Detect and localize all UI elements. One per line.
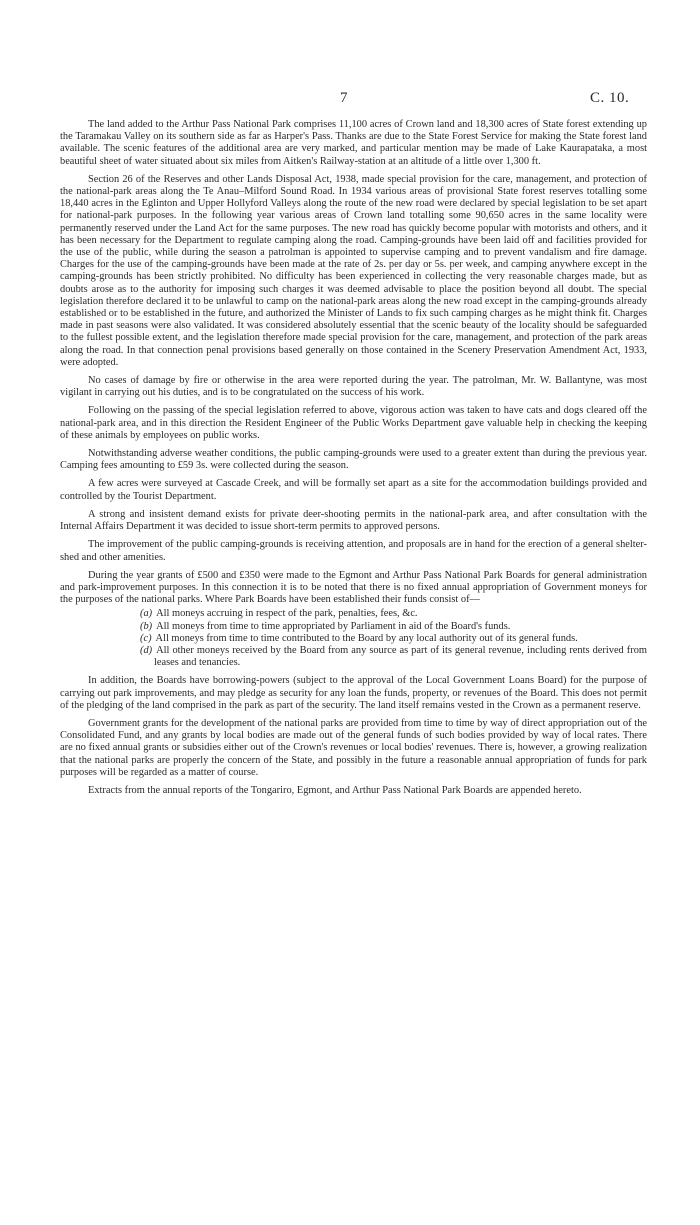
paragraph: During the year grants of £500 and £350 were made to the Egmont and Arthur Pass National Park Boards for general administration and park-improvement purposes. In this connection it is to be noted that there is no fixed annual appropriation of Government moneys for the purposes of the national parks. Where Park Boards have been established their funds consist of— (60, 569, 647, 606)
document-body (60, 119, 647, 803)
list-item-label: (b) (140, 620, 153, 632)
list-item-label: (c) (140, 632, 152, 644)
list-item-text: All other moneys received by the Board from any source as part of its general revenue, including rents derived from leases and tenancies. (154, 644, 647, 669)
list-item (60, 633, 647, 645)
paragraph: No cases of damage by fire or otherwise in the area were reported during the year. The patrolman, Mr. W. Ballantyne, was most vigilant in carrying out his duties, and is to be congratulated on the success of his work. (60, 375, 647, 399)
list-item (60, 608, 647, 620)
paragraph: Extracts from the annual reports of the Tongariro, Egmont, and Arthur Pass National Park Boards are appended hereto. (88, 784, 582, 796)
paragraph: A few acres were surveyed at Cascade Creek, and will be formally set apart as a site for the accommodation buildings provided and controlled by the Tourist Department. (60, 478, 647, 502)
list-item-text: All moneys accruing in respect of the park, penalties, fees, &c. (156, 608, 418, 620)
list-item-label: (a) (140, 608, 153, 620)
funds-list (60, 608, 647, 669)
list-item (60, 621, 647, 633)
list-item-label: (d) (140, 644, 153, 656)
document-code: C. 10. (590, 90, 630, 106)
paragraph: The land added to the Arthur Pass National Park comprises 11,100 acres of Crown land and 18,300 acres of State forest extending up the Taramakau Valley on its southern side as far as Harper's Pass. Thanks are due to the State Forest Service for making the State forest land available. The scenic features of the additional area are very marked, and particular mention may be made of Lake Kaurapataka, a most beautiful sheet of water situated about six miles from Aitken's Railway-station at an altitude of a little over 1,300 ft. (60, 119, 647, 167)
paragraph: A strong and insistent demand exists for private deer-shooting permits in the national-park area, and after consultation with the Internal Affairs Department it was decided to issue short-term permits to approved persons. (60, 508, 647, 533)
paragraph: Section 26 of the Reserves and other Lands Disposal Act, 1938, made special provision for the care, management, and protection of the national-park areas along the Te Anau–Milford Sound Road. In 1934 various areas of provisional State forest reserves totalling some 18,440 acres in the Eglinton and Upper Hollyford Valleys along the route of the new road were declared by special legislation to be set apart for national-park purposes. In the following year various areas of Crown land totalling some 90,650 acres in the same locality were permanently reserved under the Land Act for the same purposes. The new road has quickly become popular with motorists and others, and it has been necessary for the Department to regulate camping along the road. Camping-grounds have been laid off and facilities provided for the use of the public, while during the season a patrolman is appointed to supervise camping and to prevent vandalism and fire damage. Charges for the use of the camping-grounds have been made at the rate of 2s. per day or 5s. per week, and camping anywhere except in the camping-grounds has been strictly prohibited. No difficulty has been experienced in collecting the very reasonable charges made, but as doubts arose as to the authority for imposing such charges it was deemed advisable to place the position beyond all doubt. The special legislation therefore declared it to be unlawful to camp on the national-park areas along the new road except in the camping-grounds already established or to be established in the future, and authorized the Minister of Lands to fix such camping charges as he might think fit. Charges made in past seasons were also validated. It was considered absolutely essential that the scenic beauty of the locality should be safeguarded to the fullest possible extent, and the legislation therefore made special provision for the care, management, and protection of the park areas along the road. In that connection penal provisions based generally on those contained in the Scenery Preservation Amendment Act, 1933, were adopted. (60, 173, 647, 368)
paragraph: The improvement of the public camping-grounds is receiving attention, and proposals are in hand for the erection of a general shelter-shed and other amenities. (60, 539, 647, 563)
list-item-text: All moneys from time to time contributed to the Board by any local authority out of its general funds. (155, 632, 578, 644)
page-number: 7 (340, 90, 348, 106)
paragraph: Government grants for the development of the national parks are provided from time to time by way of direct appropriation out of the Consolidated Fund, and any grants by local bodies are made out of the general funds of such bodies provided by way of local rates. There are no fixed annual grants or subsidies either out of the Crown's revenues or local bodies' revenues. There is, however, a growing realization that the national parks are properly the concern of the State, and possibly in the future a reasonable annual appropriation of funds for park purposes will be regarded as a matter of course. (60, 717, 647, 778)
paragraph: Following on the passing of the special legislation referred to above, vigorous action was taken to have cats and dogs cleared off the national-park area, and in this direction the Resident Engineer of the Public Works Department gave valuable help in checking the keeping of these animals by employees on public works. (60, 405, 647, 441)
paragraph: Notwithstanding adverse weather conditions, the public camping-grounds were used to a greater extent than during the previous year. Camping fees amounting to £59 3s. were collected during the season. (60, 448, 647, 472)
list-item (60, 645, 647, 669)
list-item-text: All moneys from time to time appropriated by Parliament in aid of the Board's funds. (156, 620, 511, 632)
page-header (0, 90, 700, 110)
paragraph: In addition, the Boards have borrowing-powers (subject to the approval of the Local Government Loans Board) for the purpose of carrying out park improvements, and may pledge as security for any loan the funds, property, or revenues of the Board. This does not permit of the pledging of the land comprised in the park as part of the security. The land itself remains vested in the Crown as a permanent reserve. (60, 675, 647, 711)
